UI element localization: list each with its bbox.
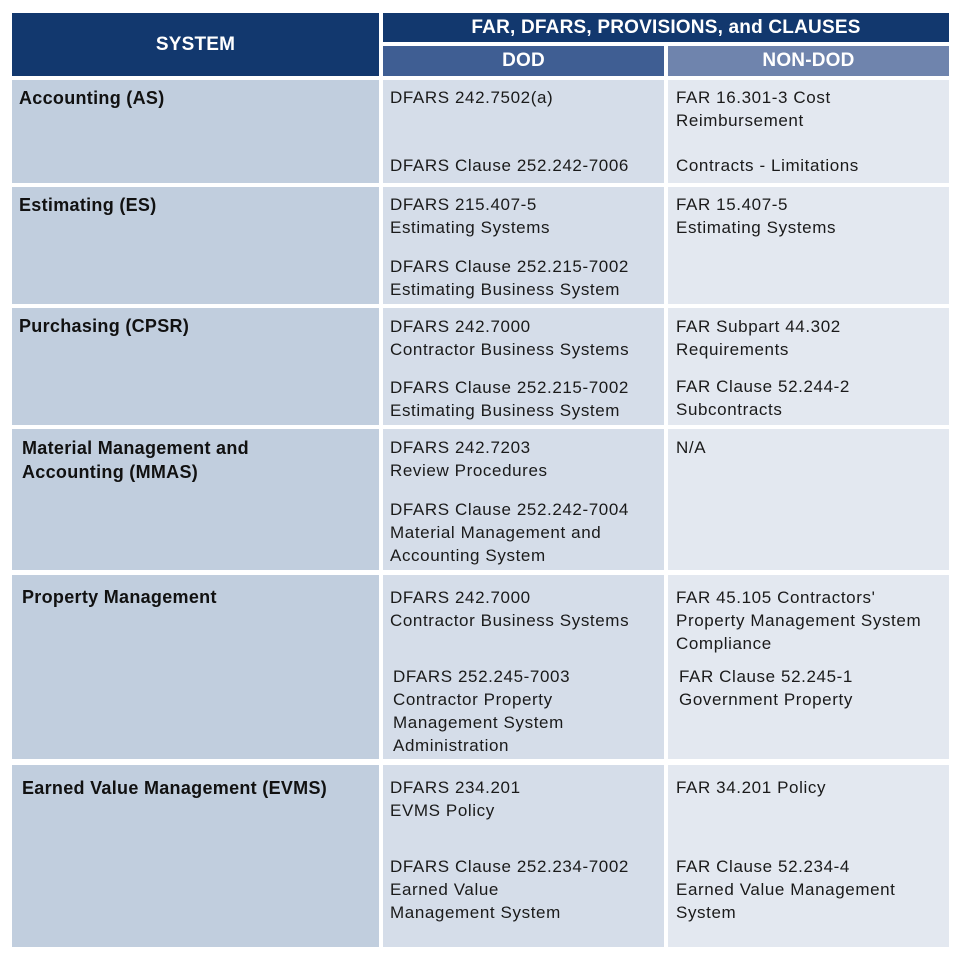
far-dfars-group-header [383, 13, 949, 42]
non-dod-reference: FAR Clause 52.244-2 Subcontracts [676, 377, 850, 419]
system-name: Material Management and Accounting (MMAS) [22, 438, 249, 482]
dod-column-header [383, 46, 664, 76]
dod-reference: DFARS 234.201 EVMS Policy [390, 778, 521, 820]
non-dod-reference: FAR 16.301-3 Cost Reimbursement [676, 88, 831, 130]
non-dod-reference: FAR 15.407-5 Estimating Systems [676, 195, 837, 237]
non-dod-header-label: NON-DOD [762, 50, 855, 71]
dod-reference: DFARS 252.245-7003 Contractor Property Management System Administration [393, 667, 571, 755]
dod-reference: DFARS 242.7502(a) [390, 88, 554, 107]
system-name: Property Management [22, 587, 217, 607]
dod-reference: DFARS 242.7203 Review Procedures [390, 438, 548, 480]
table-row-non-dod-cell [668, 429, 949, 570]
dod-reference: DFARS Clause 252.234-7002 Earned Value Management System [390, 857, 629, 922]
dod-reference: DFARS Clause 252.242-7004 Material Management and Accounting System [390, 500, 629, 565]
system-name: Estimating (ES) [19, 195, 157, 215]
non-dod-reference: Contracts - Limitations [676, 156, 859, 175]
non-dod-reference: FAR 34.201 Policy [676, 778, 827, 797]
system-name: Purchasing (CPSR) [19, 316, 190, 336]
system-name: Earned Value Management (EVMS) [22, 778, 328, 798]
non-dod-reference: N/A [676, 438, 707, 457]
non-dod-reference: FAR Subpart 44.302 Requirements [676, 317, 841, 359]
non-dod-reference: FAR 45.105 Contractors' Property Management System Compliance [676, 588, 922, 653]
dod-reference: DFARS Clause 252.215-7002 Estimating Business System [390, 378, 629, 420]
dod-reference: DFARS 242.7000 Contractor Business Systems [390, 588, 630, 630]
non-dod-reference: FAR Clause 52.245-1 Government Property [679, 667, 853, 709]
dod-reference: DFARS Clause 252.215-7002 Estimating Business System [390, 257, 629, 299]
system-name: Accounting (AS) [19, 88, 165, 108]
system-column-header [12, 13, 379, 76]
dod-reference: DFARS 242.7000 Contractor Business Systems [390, 317, 630, 359]
group-header-label: FAR, DFARS, PROVISIONS, and CLAUSES [471, 16, 861, 38]
non-dod-reference: FAR Clause 52.234-4 Earned Value Management System [676, 857, 896, 922]
system-header-label: SYSTEM [155, 33, 236, 55]
non-dod-column-header [668, 46, 949, 76]
dod-header-label: DOD [502, 50, 545, 71]
dod-reference: DFARS 215.407-5 Estimating Systems [390, 195, 551, 237]
dod-reference: DFARS Clause 252.242-7006 [390, 156, 629, 175]
